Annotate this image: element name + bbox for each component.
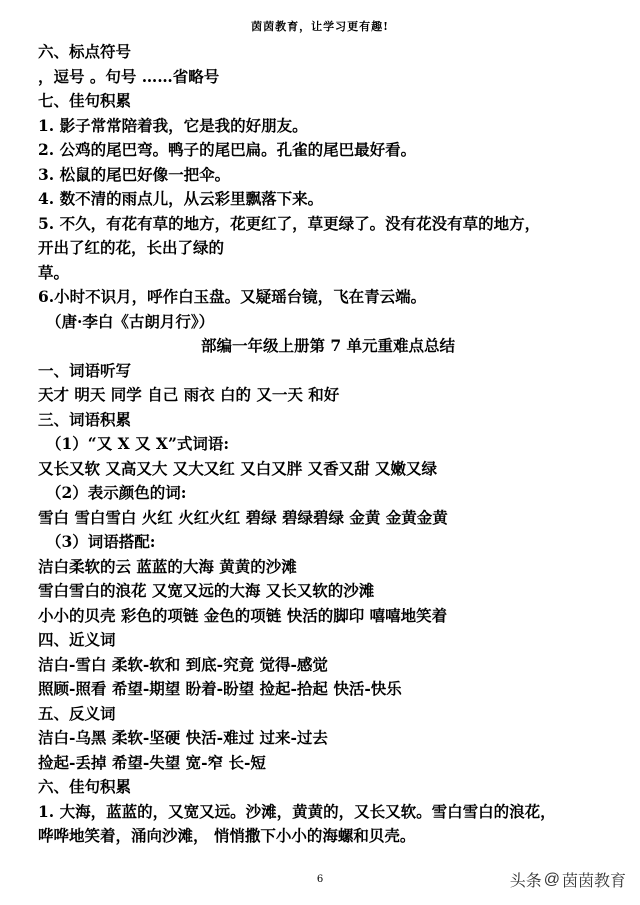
text-line: 捡起-丢掉 希望-失望 宽-窄 长-短 bbox=[38, 752, 266, 772]
text-line: 小小的贝壳 彩色的项链 金色的项链 快活的脚印 嘻嘻地笑着 bbox=[38, 605, 448, 625]
section-heading: 五、反义词 bbox=[38, 703, 116, 723]
text-line: 雪白 雪白雪白 火红 火红火红 碧绿 碧绿碧绿 金黄 金黄金黄 bbox=[38, 507, 448, 527]
text-line: 哗哗地笑着，涌向沙滩， 悄悄撒下小小的海螺和贝壳。 bbox=[38, 826, 416, 845]
text-line: 2. 公鸡的尾巴弯。鸭子的尾巴扁。孔雀的尾巴最好看。 bbox=[38, 140, 417, 159]
section-heading: 三、词语积累 bbox=[38, 409, 132, 429]
section-heading: 六、佳句积累 bbox=[38, 777, 132, 796]
text-line: 1. 大海，蓝蓝的，又宽又远。沙滩，黄黄的，又长又软。雪白雪白的浪花， bbox=[38, 801, 556, 821]
text-line: 照顾-照看 希望-期望 盼着-盼望 捡起-拾起 快活-快乐 bbox=[38, 679, 402, 698]
text-line: 洁白柔软的云 蓝蓝的大海 黄黄的沙滩 bbox=[38, 556, 297, 576]
section-heading: 四、近义词 bbox=[38, 630, 116, 649]
text-line: 5. 不久，有花有草的地方，花更红了，草更绿了。没有花没有草的地方， bbox=[38, 213, 541, 233]
watermark-at: @ bbox=[543, 870, 560, 888]
text-line: 6.小时不识月，呼作白玉盘。又疑瑶台镜，飞在青云端。 bbox=[38, 287, 427, 306]
page-number: 6 bbox=[316, 874, 324, 885]
poem-source: （唐·李白《古朗月行》） bbox=[46, 311, 215, 331]
section-heading: 六、标点符号 bbox=[38, 42, 132, 61]
sub-heading: （3）词语搭配: bbox=[46, 532, 156, 551]
section-heading: 七、佳句积累 bbox=[38, 91, 132, 110]
text-line: 天才 明天 同学 自己 雨衣 白的 又一天 和好 bbox=[38, 385, 340, 404]
sub-heading: （2）表示颜色的词: bbox=[46, 483, 187, 502]
text-line: 4. 数不清的雨点儿，从云彩里飘落下来。 bbox=[38, 189, 324, 208]
text-line: 又长又软 又高又大 又大又红 又白又胖 又香又甜 又嫩又绿 bbox=[38, 458, 437, 478]
text-line: 开出了红的花，长出了绿的 bbox=[38, 238, 225, 257]
unit-title: 部编一年级上册第 7 单元重难点总结 bbox=[200, 336, 456, 355]
text-line: 1. 影子常常陪着我，它是我的好朋友。 bbox=[38, 115, 308, 135]
text-line: 洁白-雪白 柔软-软和 到底-究竟 觉得-感觉 bbox=[38, 654, 328, 674]
section-heading: 一、词语听写 bbox=[38, 360, 132, 380]
sub-heading: （1）“又 X 又 X”式词语: bbox=[46, 434, 230, 453]
text-line: 草。 bbox=[38, 262, 70, 282]
page-header: 茵茵教育，让学习更有趣! bbox=[251, 20, 389, 33]
document-body bbox=[38, 40, 618, 849]
text-line: 3. 松鼠的尾巴好像一把伞。 bbox=[38, 164, 231, 184]
watermark-name: 茵茵教育 bbox=[561, 873, 626, 890]
watermark-prefix: 头条 bbox=[509, 873, 542, 890]
text-line: 洁白-乌黑 柔软-坚硬 快活-难过 过来-过去 bbox=[38, 728, 328, 747]
text-line: 雪白雪白的浪花 又宽又远的大海 又长又软的沙滩 bbox=[38, 581, 375, 600]
watermark bbox=[510, 868, 626, 891]
text-line: ，逗号 。句号 ……省略号 bbox=[38, 66, 220, 86]
